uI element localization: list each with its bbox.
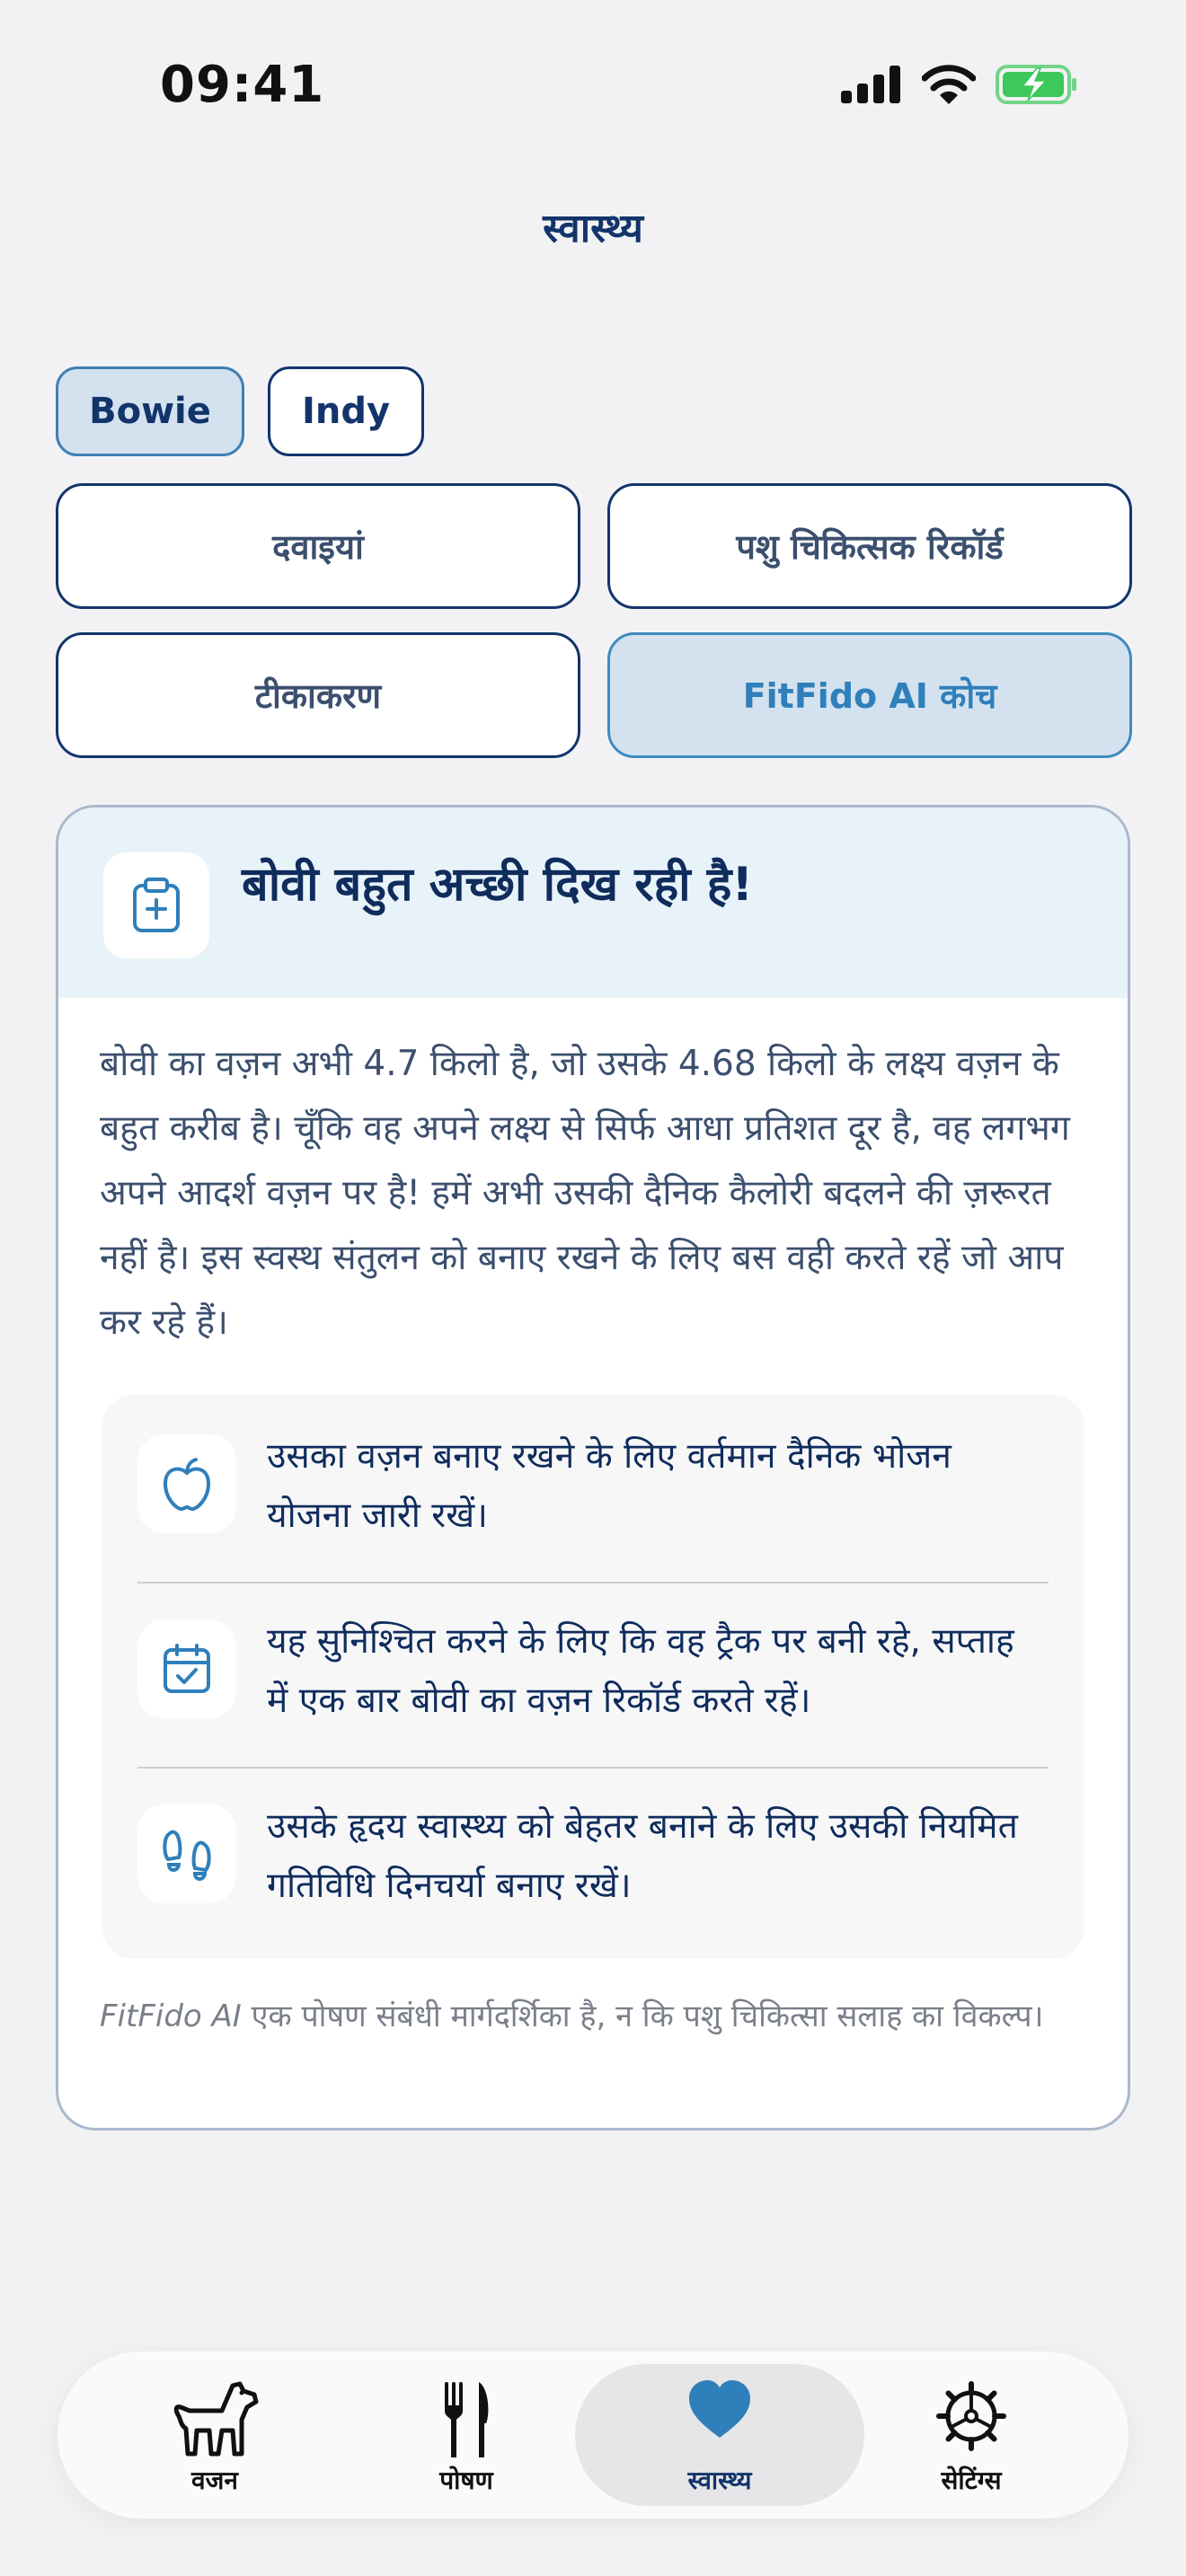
divider — [137, 1582, 1049, 1584]
disclaimer — [100, 1991, 1088, 2042]
tip-icon-box — [137, 1619, 236, 1718]
clipboard-plus-icon — [131, 877, 181, 934]
tab-weight[interactable] — [84, 2351, 345, 2519]
vet-records-label: पशु चिकित्सक रिकॉर्ड — [736, 527, 1004, 567]
fork-knife-icon — [439, 2380, 493, 2461]
status-bar — [0, 0, 1186, 171]
card-icon-box — [103, 852, 209, 958]
status-icons — [841, 65, 1078, 104]
medications-button[interactable] — [56, 483, 580, 609]
tab-label: स्वास्थ्य — [687, 2466, 752, 2495]
pet-chip-bowie[interactable] — [56, 366, 244, 456]
tab-settings[interactable] — [841, 2351, 1102, 2519]
heart-icon — [687, 2380, 752, 2439]
tab-icon — [84, 2380, 345, 2461]
gear-icon — [935, 2380, 1007, 2452]
coach-summary: बोवी का वज़न अभी 4.7 किलो है, जो उसके 4.68 किलो के लक्ष्य वज़न के बहुत करीब है। चूँकि वह अपने लक्ष्य से सिर्फ आधा प्रतिशत दूर है, वह लगभग अपने आदर्श वज़न पर है! हमें अभी उसकी दैनिक कैलोरी बदलने की ज़रूरत नहीं है। इस स्वस्थ संतुलन को बनाए रखने के लिए बस वही करते रहें जो आप कर रहे हैं। — [100, 1044, 1070, 1343]
pet-chip-label: Indy — [301, 391, 391, 432]
status-time: 09:41 — [160, 56, 325, 114]
vaccinations-button[interactable] — [56, 632, 580, 758]
tab-label: सेटिंग्स — [941, 2466, 1002, 2495]
tip-icon-box — [137, 1804, 236, 1903]
disclaimer-brand: FitFido AI — [100, 1998, 242, 2034]
tips-list — [102, 1395, 1084, 1959]
card-header — [58, 807, 1128, 998]
tab-icon — [336, 2380, 597, 2461]
pet-chip-label: Bowie — [89, 391, 211, 432]
tab-label: वजन — [191, 2466, 238, 2495]
tab-health[interactable] — [575, 2364, 864, 2506]
tab-label: पोषण — [439, 2466, 493, 2495]
pet-chip-indy[interactable] — [268, 366, 424, 456]
card-title: बोवी बहुत अच्छी दिख रही है! — [242, 858, 754, 912]
tip-text: यह सुनिश्चित करने के लिए कि वह ट्रैक पर बनी रहे, सप्ताह में एक बार बोवी का वज़न रिकॉर्ड करते रहें। — [267, 1621, 1014, 1721]
calendar-check-icon — [162, 1643, 212, 1695]
apple-icon — [162, 1457, 212, 1511]
disclaimer-text: एक पोषण संबंधी मार्गदर्शिका है, न कि पशु चिकित्सा सलाह का विकल्प। — [241, 1998, 1044, 2034]
divider — [137, 1767, 1049, 1769]
tab-icon — [841, 2380, 1102, 2461]
tip-icon-box — [137, 1434, 236, 1533]
ai-coach-card — [56, 805, 1130, 2130]
vaccinations-label: टीकाकरण — [254, 676, 382, 716]
vet-records-button[interactable] — [607, 483, 1132, 609]
tab-nutrition[interactable] — [336, 2351, 597, 2519]
footprints-icon — [162, 1827, 212, 1881]
ai-coach-label: FitFido AI कोच — [742, 676, 997, 716]
cellular-signal-icon — [841, 66, 902, 103]
tip-text: उसके हृदय स्वास्थ्य को बेहतर बनाने के लिए उसकी नियमित गतिविधि दिनचर्या बनाए रखें। — [267, 1806, 1018, 1906]
tab-bar — [58, 2351, 1128, 2519]
page-title: स्वास्थ्य — [543, 206, 643, 251]
ai-coach-button[interactable] — [607, 632, 1132, 758]
tip-text: उसका वज़न बनाए रखने के लिए वर्तमान दैनिक भोजन योजना जारी रखें। — [267, 1436, 951, 1536]
battery-charging-icon — [996, 65, 1078, 104]
wifi-icon — [922, 65, 976, 104]
dog-icon — [170, 2380, 260, 2457]
tab-icon — [575, 2380, 864, 2461]
medications-label: दवाइयां — [272, 527, 364, 567]
